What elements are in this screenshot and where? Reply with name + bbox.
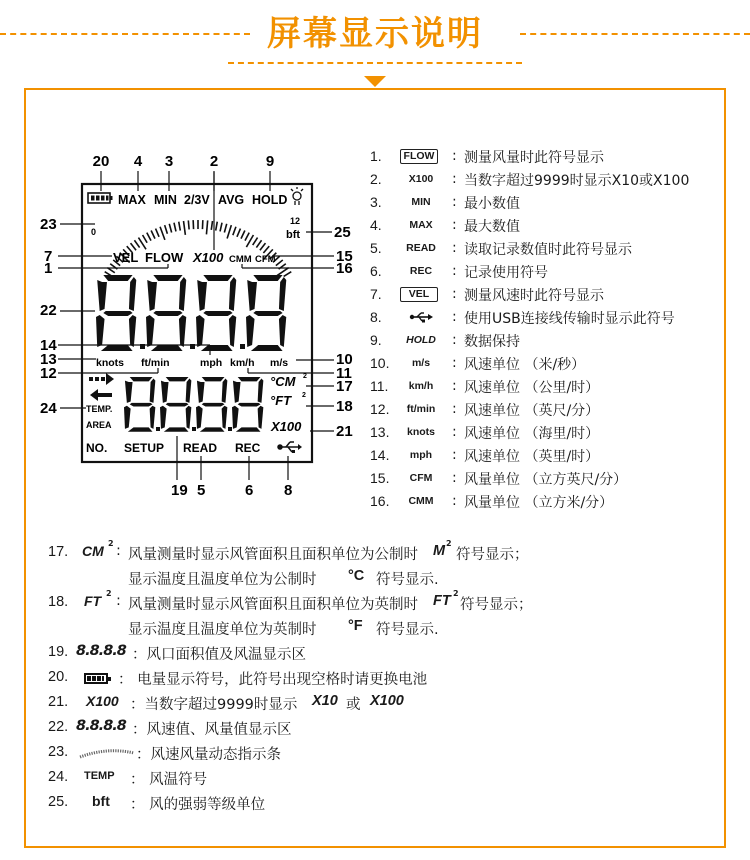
legend-symbol: VEL [400,287,438,302]
indicator-tick [143,235,148,243]
legend-item [370,215,740,238]
legend-number: 13. [370,424,390,440]
lcd-avg: AVG [218,193,245,207]
legend-number: 6. [370,263,382,279]
lcd-mph: mph [200,357,223,369]
legend-colon: : [452,401,457,417]
lcd-ftmin: ft/min [141,357,170,369]
legend-number: 7. [370,286,382,302]
lcd-diagram [0,0,370,520]
usb-lcd-icon [278,442,302,453]
legend-description: 最小数值 [464,196,520,212]
indicator-tick [233,227,236,235]
legend-symbol: REC [409,265,433,277]
lcd-cm2-sup: 2 [303,373,307,380]
indicator-tick [245,233,249,241]
lcd-kmh: km/h [230,357,255,369]
legend-colon: : [452,493,457,509]
legend-description: 风速单位 （英尺/分） [464,403,600,419]
callout-5: 5 [197,482,206,499]
legend-description: 风速单位 （米/秒） [464,357,586,373]
legend-item [370,491,740,514]
legend-number: 14. [370,447,390,463]
legend-item [370,169,740,192]
legend-description: 记录使用符号 [464,265,548,281]
lcd-setup: SETUP [124,441,165,455]
lcd-max: MAX [118,193,146,207]
legend-description: 测量风速时此符号显示 [464,288,604,304]
callout-16: 16 [336,260,353,277]
indicator-tick [216,222,218,231]
callout-18: 18 [336,398,353,415]
indicator-tick [169,224,171,233]
indicator-tick [241,230,245,238]
legend-symbol: knots [406,426,435,438]
callout-13: 13 [40,351,57,368]
legend-item [370,284,740,307]
lcd-temp: TEMP. [86,404,113,414]
indicator-tick [174,223,176,232]
lcd-ft2: °FT [270,393,292,408]
legend-colon: : [452,309,457,325]
note-18-line2: 显示温度且温度单位为英制时 °F 符号显示. [128,618,439,638]
legend-colon: : [452,447,457,463]
arc-bar-icon [78,745,136,759]
legend-colon: : [452,424,457,440]
legend-colon: : [452,470,457,486]
lcd-cm2: °CM [270,374,296,389]
callout-25: 25 [334,224,351,241]
indicator-tick [256,240,261,247]
bulb-icon [291,187,303,205]
lcd-ratio: 2/3V [184,193,210,207]
legend-item [370,376,740,399]
callout-12: 12 [40,365,57,382]
legend-colon: : [452,240,457,256]
battery-icon [88,193,113,203]
legend-number: 8. [370,309,382,325]
lcd-rec: REC [235,441,261,455]
legend-number: 4. [370,217,382,233]
legend-symbol: X100 [408,173,434,185]
legend-item [370,330,740,353]
indicator-tick [156,229,159,237]
legend-symbol: FLOW [400,149,438,164]
callout-8: 8 [284,482,293,499]
callout-15: 15 [336,248,353,265]
legend-symbol: MAX [409,219,433,231]
legend-number: 9. [370,332,382,348]
indicator-tick [284,272,292,277]
indicator-tick [237,229,240,237]
callout-14: 14 [40,337,57,354]
legend-description: 最大数值 [464,219,520,235]
callout-6: 6 [245,482,254,499]
legend-number: 3. [370,194,382,210]
legend-number: 11. [370,378,389,394]
indicator-tick [253,238,258,246]
lcd-ms: m/s [270,357,289,369]
lcd-area: AREA [86,420,112,430]
indicator-tick [188,220,189,229]
legend-description: 数据保持 [464,334,520,350]
legend-description: 风速单位 （海里/时） [464,426,600,442]
legend-item [370,261,740,284]
indicator-tick [151,230,155,238]
legend-description: 使用USB连接线传输时显示此符号 [464,311,675,327]
indicator-tick [263,246,269,253]
lcd-knots: knots [96,357,125,369]
callout-1: 1 [44,260,53,277]
legend-number: 12. [370,401,390,417]
callout-20: 20 [92,153,110,170]
legend-description: 风量单位 （立方英尺/分） [464,472,628,488]
big-digit-display [96,275,286,351]
indicator-tick [179,222,181,231]
airflow-arrows-icon [89,373,114,401]
legend-item [370,146,740,169]
note-25: 25. bft ： 风的强弱等级单位 [48,793,266,813]
note-21: 21. X100 ：当数字超过9999时显示 X10 或 X100 [48,693,404,713]
lcd-no: NO. [86,441,108,455]
indicator-tick [147,233,151,241]
legend-symbol: mph [409,449,433,461]
legend-colon: : [452,355,457,371]
lcd-ft2-sup: 2 [302,392,306,399]
callout-19: 19 [171,482,188,499]
legend-symbol: MIN [411,196,431,208]
lcd-x100: X100 [193,250,224,265]
indicator-tick [134,240,139,247]
legend-colon: : [452,263,457,279]
lcd-bft: bft [286,229,301,241]
indicator-tick [206,220,207,234]
page-title: 屏幕显示说明 [267,14,483,54]
notes-list [48,539,728,817]
callout-17: 17 [336,378,353,395]
legend-colon: : [452,217,457,233]
callout-2: 2 [209,153,219,170]
indicator-tick [276,260,283,266]
small-digit-display [124,377,263,432]
note-17: 17. CM 2 : 风量测量时显示风管面积且面积单位为公制时 M 2 符号显示； [48,539,529,563]
legend-colon: : [452,332,457,348]
usb-icon [400,311,442,326]
lcd-vel: VEL [113,250,139,265]
legend-number: 5. [370,240,382,256]
indicator-tick [165,225,168,234]
indicator-tick [220,223,222,232]
legend-description: 风速单位 （英里/时） [464,449,600,465]
legend-item [370,422,740,445]
lcd-x100-small: X100 [271,419,302,434]
indicator-tick [224,224,226,233]
callout-10: 10 [336,351,353,368]
legend-colon: : [452,194,457,210]
legend-number: 1. [370,148,382,164]
lcd-cmm: CMM [229,254,252,265]
lcd-flow: FLOW [145,250,184,265]
callout-7: 7 [44,248,53,265]
lcd-min: MIN [154,193,177,207]
callout-22: 22 [40,302,57,319]
symbol-legend [370,146,740,514]
bft-small-0: 0 [91,227,97,237]
legend-description: 风量单位 （立方米/分） [464,495,614,511]
callout-21: 21 [336,423,353,440]
callout-11: 11 [336,365,352,382]
legend-colon: : [452,378,457,394]
legend-item [370,445,740,468]
callout-3: 3 [164,153,174,170]
legend-symbol: HOLD [406,334,436,346]
note-22: 22. 8.8.8.8 ：风速值、风量值显示区 [48,718,292,738]
legend-item [370,238,740,261]
legend-symbol: km/h [408,380,434,392]
indicator-tick [260,243,266,250]
lcd-read: READ [183,441,218,455]
title-rule-right [520,33,750,35]
legend-description: 当数字超过9999时显示X10或X100 [464,173,690,189]
note-24: 24. TEMP ： 风温符号 [48,769,208,788]
indicator-tick [227,225,231,238]
callout-24: 24 [40,400,57,417]
callout-4: 4 [133,153,143,170]
indicator-tick [184,221,186,235]
legend-symbol: m/s [411,357,431,369]
legend-number: 16. [370,493,390,509]
legend-number: 10. [370,355,390,371]
legend-colon: : [452,286,457,302]
legend-item [370,192,740,215]
legend-item [370,353,740,376]
legend-item [370,399,740,422]
legend-number: 15. [370,470,390,486]
legend-colon: : [452,148,457,164]
callout-9: 9 [265,153,275,170]
note-18: 18. FT 2 : 风量测量时显示风管面积且面积单位为英制时 FT 2 符号显示； [48,589,533,613]
legend-item [370,468,740,491]
legend-item [370,307,740,330]
legend-symbol: READ [406,242,436,254]
legend-symbol: ft/min [406,403,436,415]
legend-description: 读取记录数值时此符号显示 [464,242,632,258]
callout-23: 23 [40,216,57,233]
legend-symbol: CMM [408,495,434,507]
battery-icon-small [84,673,108,684]
indicator-tick [211,221,212,230]
legend-description: 测量风量时此符号显示 [464,150,604,166]
note-20: 20. ： 电量显示符号，此符号出现空格时请更换电池 [48,669,428,688]
note-17-line2: 显示温度且温度单位为公制时 °C 符号显示. [128,568,439,588]
legend-symbol: CFM [409,472,433,484]
lcd-cfm: CFM [255,254,276,265]
legend-number: 2. [370,171,382,187]
note-19: 19. 8.8.8.8 ：风口面积值及风温显示区 [48,643,306,663]
legend-description: 风速单位 （公里/时） [464,380,600,396]
legend-colon: : [452,171,457,187]
bft-small-12: 12 [290,216,301,226]
lcd-hold: HOLD [252,193,288,207]
note-23: 23. ：风速风量动态指示条 [48,744,281,763]
indicator-tick [160,227,165,240]
